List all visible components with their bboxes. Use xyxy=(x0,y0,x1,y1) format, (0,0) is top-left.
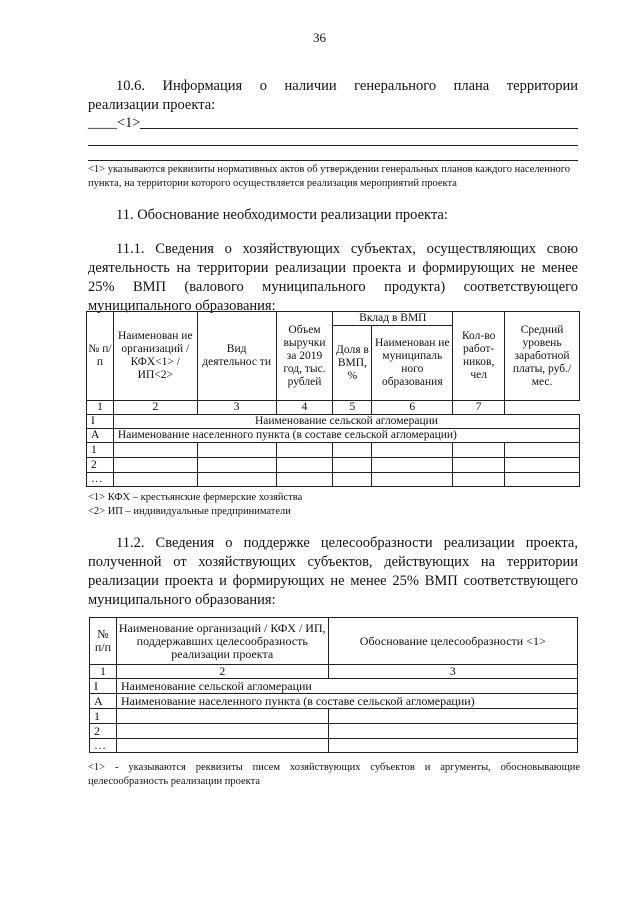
col-header-justification: Обоснование целесообразности <1> xyxy=(328,618,577,665)
col-header-employees: Кол-во работ- ников, чел xyxy=(453,312,505,401)
row-agglomeration-label: Наименование сельской агломерации xyxy=(113,415,579,429)
col-number: 4 xyxy=(276,401,333,415)
col-header-municipality: Наименован ие муниципаль ного образования xyxy=(372,326,453,401)
section-11-1-line3: 25% ВМП (валового муниципального продукта) соответствующего xyxy=(88,279,578,295)
footnote-10-6-line1: <1> указываются реквизиты нормативных актов об утверждении генеральных планов каждого населенного xyxy=(88,164,571,175)
table-row-ellipsis: … xyxy=(87,473,114,487)
col-number: 1 xyxy=(87,401,114,415)
section-10-6-line1: 10.6. Информация о наличии генерального плана территории xyxy=(116,78,578,94)
col-header-salary: Средний уровень заработной платы, руб./ мес. xyxy=(505,312,580,401)
row-settlement-label: Наименование населенного пункта (в составе сельской агломерации) xyxy=(116,694,577,709)
footnote-11-2-line1: <1> - указываются реквизиты писем хозяйствующих субъектов и аргументы, обосновывающие xyxy=(88,762,580,773)
support-table xyxy=(89,617,578,753)
row-agglomeration-num: I xyxy=(87,415,114,429)
col-header-contribution: Вклад в ВМП xyxy=(333,312,453,326)
section-11-heading: 11. Обоснование необходимости реализации проекта: xyxy=(116,207,448,223)
section-11-2-line4: муниципального образования: xyxy=(88,592,276,608)
row-settlement-label: Наименование населенного пункта (в составе сельской агломерации) xyxy=(113,429,579,443)
row-settlement-num: А xyxy=(87,429,114,443)
col-header-share: Доля в ВМП, % xyxy=(333,326,372,401)
economic-entities-table xyxy=(86,311,580,487)
section-11-1-line4: муниципального образования: xyxy=(88,298,276,314)
col-number: 6 xyxy=(372,401,453,415)
footnote-kfh: <1> КФХ – крестьянские фермерские хозяйства xyxy=(88,492,303,503)
footnote-separator xyxy=(88,160,578,161)
col-number: 2 xyxy=(116,665,328,679)
table-row-num: 1 xyxy=(90,709,117,724)
section-11-1-line2: деятельность на территории реализации проекта и формирующих не менее xyxy=(88,260,578,276)
table-row-ellipsis: … xyxy=(90,739,117,753)
row-settlement-num: А xyxy=(90,694,117,709)
col-number: 2 xyxy=(113,401,197,415)
section-11-1-line1: 11.1. Сведения о хозяйствующих субъектах, осуществляющих свою xyxy=(116,241,578,257)
col-header-num: № п/п xyxy=(90,618,117,665)
row-agglomeration-label: Наименование сельской агломерации xyxy=(116,679,577,694)
table-row-num: 1 xyxy=(87,443,114,458)
footnote-ip: <2> ИП – индивидуальные предприниматели xyxy=(88,506,291,517)
blank-line-2 xyxy=(88,145,578,146)
general-plan-blank-label: ____<1> xyxy=(88,115,141,131)
footnote-11-2-line2: целесообразность реализации проекта xyxy=(88,776,260,787)
table-row-num: 2 xyxy=(90,724,117,739)
col-header-activity: Вид деятельнос ти xyxy=(197,312,276,401)
table-row-num: 2 xyxy=(87,458,114,473)
section-11-2-line2: полученной от хозяйствующих субъектов, действующих на территории xyxy=(88,554,578,570)
col-header-revenue: Объем выручки за 2019 год, тыс. рублей xyxy=(276,312,333,401)
section-11-2-line3: реализации проекта и формирующих не менее 25% ВМП соответствующего xyxy=(88,573,578,589)
footnote-10-6-line2: пункта, на территории которого осуществляется реализация мероприятий проекта xyxy=(88,178,457,189)
page-number: 36 xyxy=(313,30,326,45)
blank-line-1 xyxy=(140,128,578,129)
section-10-6-line2: реализации проекта: xyxy=(88,97,216,113)
col-header-num: № п/п xyxy=(87,312,114,401)
col-header-org-name: Наименован ие организаций / КФХ<1> / ИП<2> xyxy=(113,312,197,401)
row-agglomeration-num: I xyxy=(90,679,117,694)
col-number: 3 xyxy=(328,665,577,679)
col-header-supporting-orgs: Наименование организаций / КФХ / ИП, поддержавших целесообразность реализации проекта xyxy=(116,618,328,665)
col-number: 1 xyxy=(90,665,117,679)
col-number: 3 xyxy=(197,401,276,415)
section-11-2-line1: 11.2. Сведения о поддержке целесообразности реализации проекта, xyxy=(116,535,578,551)
col-number: 5 xyxy=(333,401,372,415)
col-number: 7 xyxy=(453,401,505,415)
